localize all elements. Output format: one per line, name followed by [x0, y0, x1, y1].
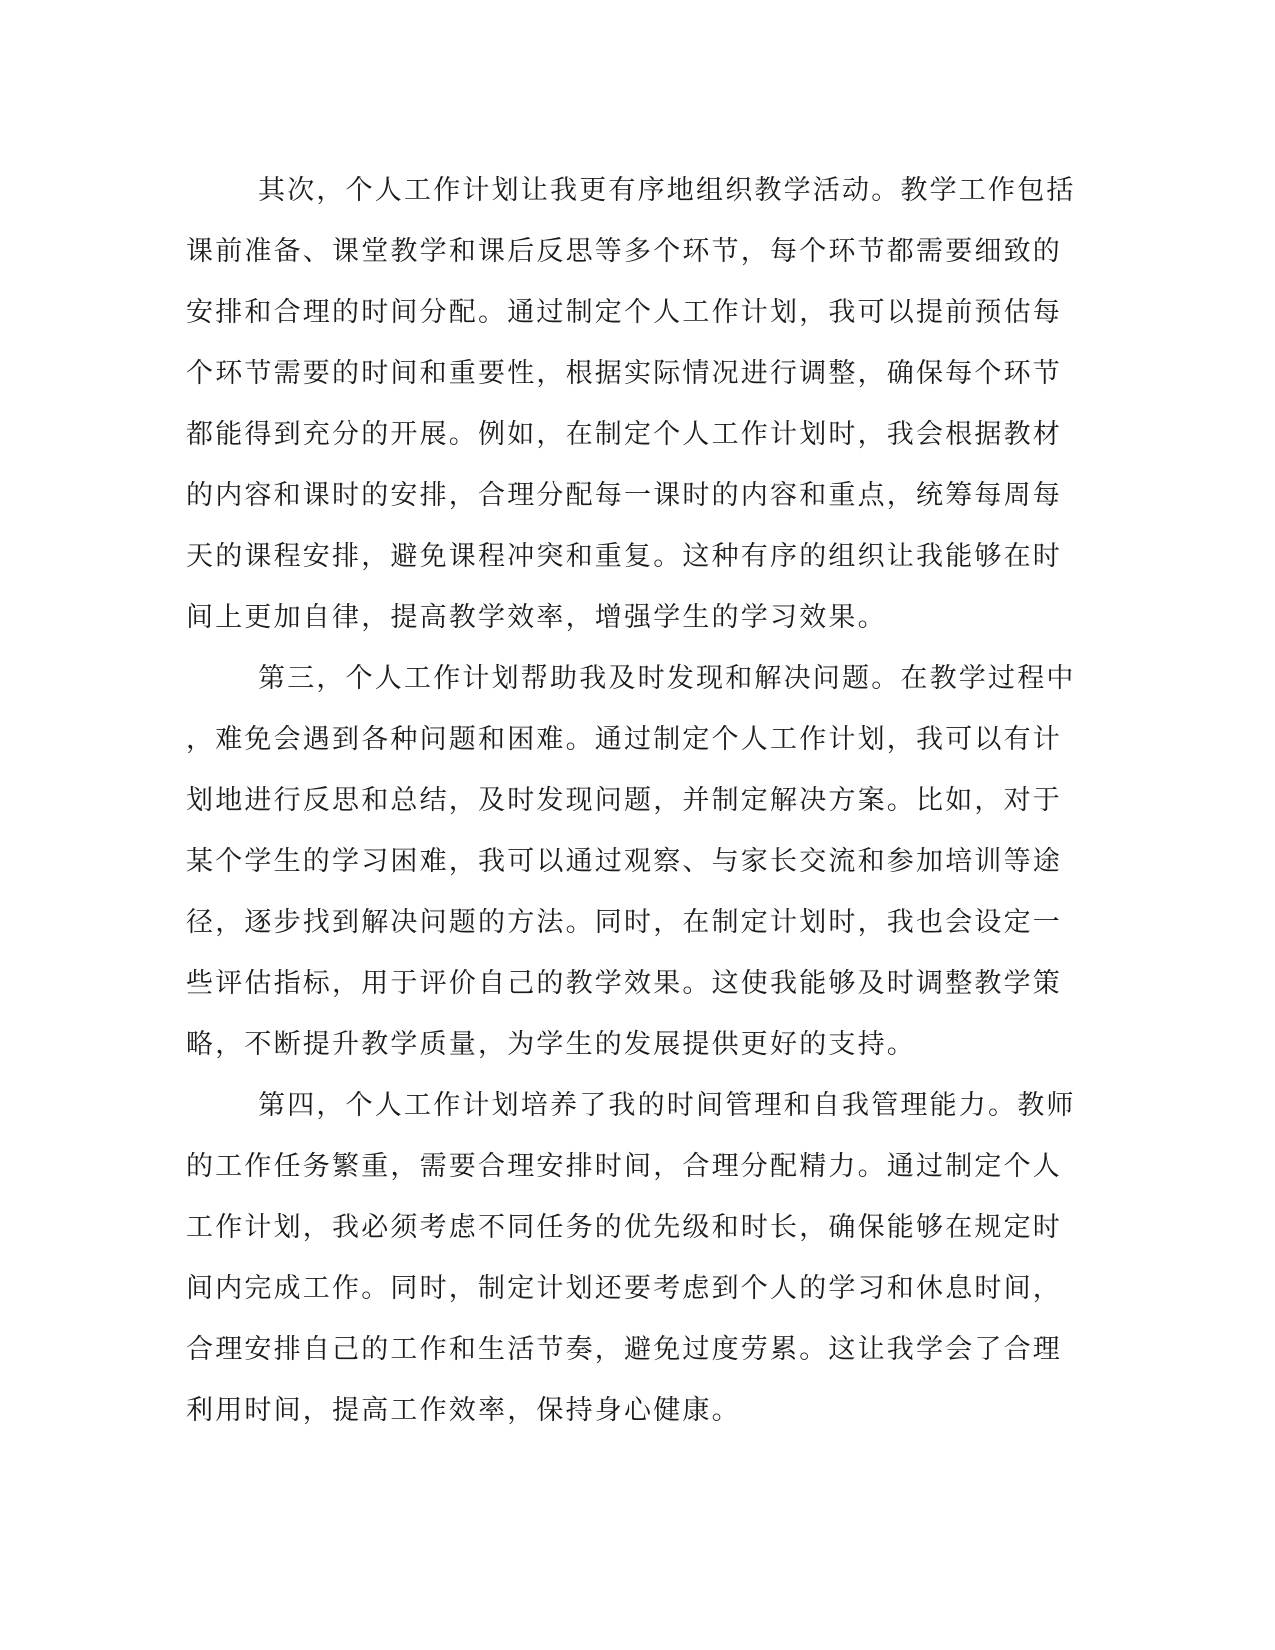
paragraph-2-line-5: 都能得到充分的开展。例如，在制定个人工作计划时，我会根据教材: [186, 419, 1062, 450]
paragraph-4-line-6: 利用时间，提高工作效率，保持身心健康。: [186, 1395, 741, 1426]
paragraph-4-line-1: 第四，个人工作计划培养了我的时间管理和自我管理能力。教师: [258, 1090, 1076, 1121]
paragraph-3-line-5: 径，逐步找到解决问题的方法。同时，在制定计划时，我也会设定一: [186, 907, 1062, 938]
paragraph-3-line-7: 略，不断提升教学质量，为学生的发展提供更好的支持。: [186, 1029, 916, 1060]
paragraph-3-line-6: 些评估指标，用于评价自己的教学效果。这使我能够及时调整教学策: [186, 968, 1062, 999]
paragraph-2-line-1: 其次，个人工作计划让我更有序地组织教学活动。教学工作包括: [258, 175, 1076, 206]
paragraph-2-line-7: 天的课程安排，避免课程冲突和重复。这种有序的组织让我能够在时: [186, 541, 1062, 572]
paragraph-2-line-6: 的内容和课时的安排，合理分配每一课时的内容和重点，统筹每周每: [186, 480, 1062, 511]
paragraph-3-line-4: 某个学生的学习困难，我可以通过观察、与家长交流和参加培训等途: [186, 846, 1062, 877]
paragraph-2-line-2: 课前准备、课堂教学和课后反思等多个环节，每个环节都需要细致的: [186, 236, 1062, 267]
paragraph-4-line-2: 的工作任务繁重，需要合理安排时间，合理分配精力。通过制定个人: [186, 1151, 1062, 1182]
paragraph-2-line-3: 安排和合理的时间分配。通过制定个人工作计划，我可以提前预估每: [186, 297, 1062, 328]
paragraph-3-line-1: 第三，个人工作计划帮助我及时发现和解决问题。在教学过程中: [258, 663, 1076, 694]
paragraph-3-line-2: ，难免会遇到各种问题和困难。通过制定个人工作计划，我可以有计: [186, 724, 1062, 755]
paragraph-2-line-4: 个环节需要的时间和重要性，根据实际情况进行调整，确保每个环节: [186, 358, 1062, 389]
body-text: [186, 160, 1076, 1441]
paragraph-4-line-5: 合理安排自己的工作和生活节奏，避免过度劳累。这让我学会了合理: [186, 1334, 1062, 1365]
paragraph-3-line-3: 划地进行反思和总结，及时发现问题，并制定解决方案。比如，对于: [186, 785, 1062, 816]
paragraph-4-line-4: 间内完成工作。同时，制定计划还要考虑到个人的学习和休息时间，: [186, 1273, 1062, 1304]
paragraph-2-line-8: 间上更加自律，提高教学效率，增强学生的学习效果。: [186, 602, 887, 633]
paragraph-4-line-3: 工作计划，我必须考虑不同任务的优先级和时长，确保能够在规定时: [186, 1212, 1062, 1243]
